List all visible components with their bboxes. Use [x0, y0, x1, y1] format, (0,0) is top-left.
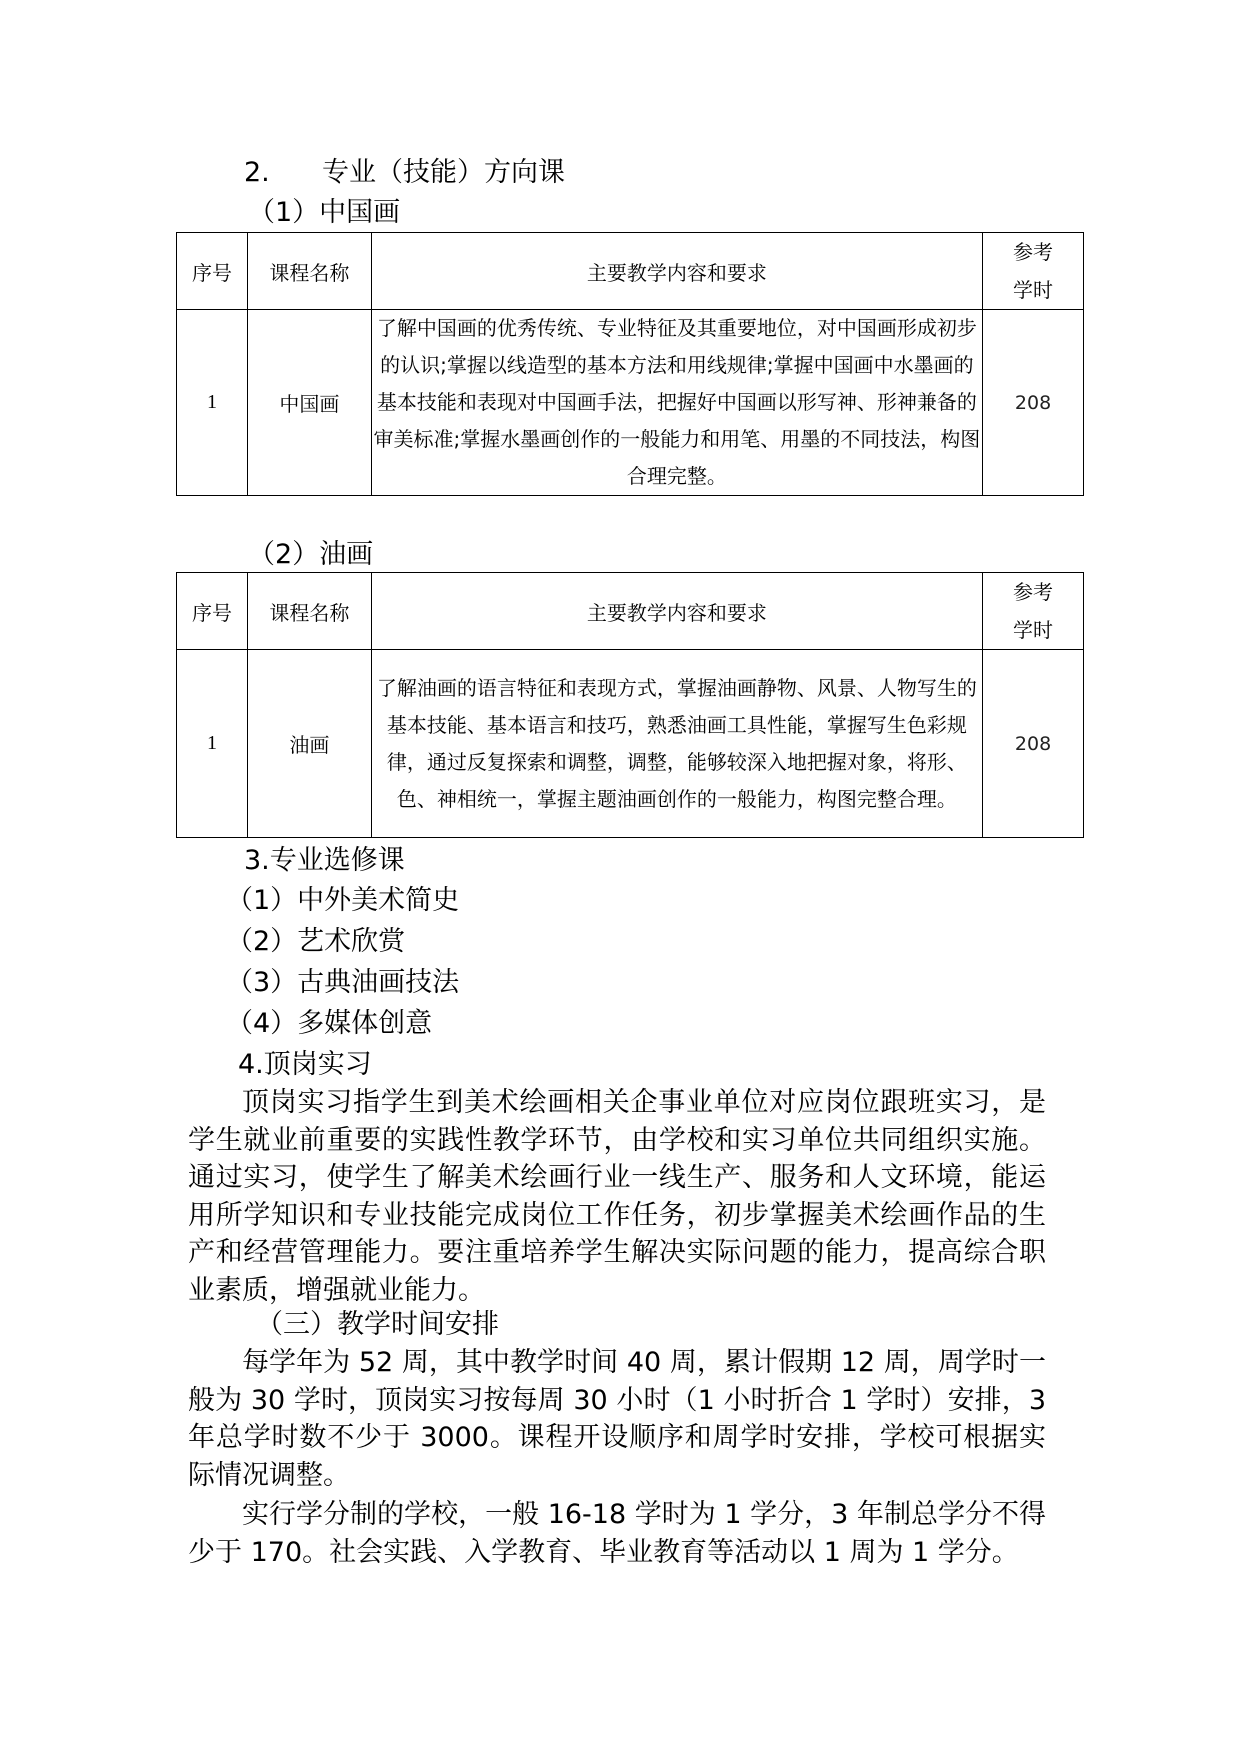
- section-4-title: 4.顶岗实习: [238, 1049, 372, 1080]
- row-content: 了解中国画的优秀传统、专业特征及其重要地位，对中国画形成初步的认识;掌握以线造型的基本方法和用线规律;掌握中国画中水墨画的基本技能和表现对中国画手法，把握好中国画以形写神、形神兼备的审美标准;掌握水墨画创作的一般能力和用笔、用墨的不同技法，构图合理完整。: [371, 310, 982, 496]
- header-reference-hours: [983, 573, 1084, 650]
- row-course-name: 中国画: [247, 310, 371, 496]
- row-course-name: 油画: [247, 650, 371, 838]
- header-course-name: 课程名称: [247, 573, 371, 650]
- table-header-row: [177, 233, 1084, 310]
- header-seq: 序号: [177, 573, 248, 650]
- section-2-number: 2.: [244, 157, 270, 188]
- table-header-row: [177, 573, 1084, 650]
- header-content: 主要教学内容和要求: [371, 573, 982, 650]
- credit-paragraph: [188, 1496, 1046, 1571]
- header-hours-line1: 参考: [1013, 240, 1054, 264]
- teaching-schedule-title: （三）教学时间安排: [256, 1309, 499, 1340]
- course-table-oil-painting: [176, 572, 1084, 838]
- header-hours-line2: 学时: [1013, 618, 1054, 642]
- row-hours: 208: [983, 650, 1084, 838]
- header-course-name: 课程名称: [247, 233, 371, 310]
- row-seq: 1: [177, 650, 248, 838]
- schedule-paragraph: [188, 1344, 1046, 1494]
- elective-item: （1）中外美术简史: [226, 885, 460, 916]
- course-table-chinese-painting: [176, 232, 1084, 496]
- row-content: 了解油画的语言特征和表现方式，掌握油画静物、风景、人物写生的基本技能、基本语言和技巧，熟悉油画工具性能，掌握写生色彩规律，通过反复探索和调整，调整，能够较深入地把握对象，将形、色、神相统一，掌握主题油画创作的一般能力，构图完整合理。: [371, 650, 982, 838]
- schedule-text: 每学年为 52 周，其中教学时间 40 周，累计假期 12 周，周学时一般为 30 学时，顶岗实习按每周 30 小时（1 小时折合 1 学时）安排，3 年总学时数不少于 3000。课程开设顺序和周学时安排，学校可根据实际情况调整。: [188, 1347, 1046, 1491]
- header-hours-line1: 参考: [1013, 580, 1054, 604]
- internship-paragraph: [188, 1084, 1046, 1309]
- table-row: [177, 650, 1084, 838]
- elective-item: （3）古典油画技法: [226, 967, 460, 998]
- header-reference-hours: [983, 233, 1084, 310]
- subsection-chinese-painting-title: （1）中国画: [248, 197, 401, 228]
- header-content: 主要教学内容和要求: [371, 233, 982, 310]
- elective-item: （2）艺术欣赏: [226, 926, 406, 957]
- section-2-title: 专业（技能）方向课: [322, 157, 565, 188]
- section-3-title: 3.专业选修课: [244, 845, 405, 876]
- row-seq: 1: [177, 310, 248, 496]
- credit-text: 实行学分制的学校，一般 16-18 学时为 1 学分，3 年制总学分不得少于 170。社会实践、入学教育、毕业教育等活动以 1 周为 1 学分。: [188, 1499, 1046, 1568]
- elective-item: （4）多媒体创意: [226, 1008, 433, 1039]
- header-seq: 序号: [177, 233, 248, 310]
- row-hours: 208: [983, 310, 1084, 496]
- subsection-oil-painting-title: （2）油画: [248, 539, 374, 570]
- table-row: [177, 310, 1084, 496]
- header-hours-line2: 学时: [1013, 278, 1054, 302]
- internship-text: 顶岗实习指学生到美术绘画相关企事业单位对应岗位跟班实习，是学生就业前重要的实践性教学环节，由学校和实习单位共同组织实施。通过实习，使学生了解美术绘画行业一线生产、服务和人文环境，能运用所学知识和专业技能完成岗位工作任务，初步掌握美术绘画作品的生产和经营管理能力。要注重培养学生解决实际问题的能力，提高综合职业素质，增强就业能力。: [188, 1087, 1046, 1306]
